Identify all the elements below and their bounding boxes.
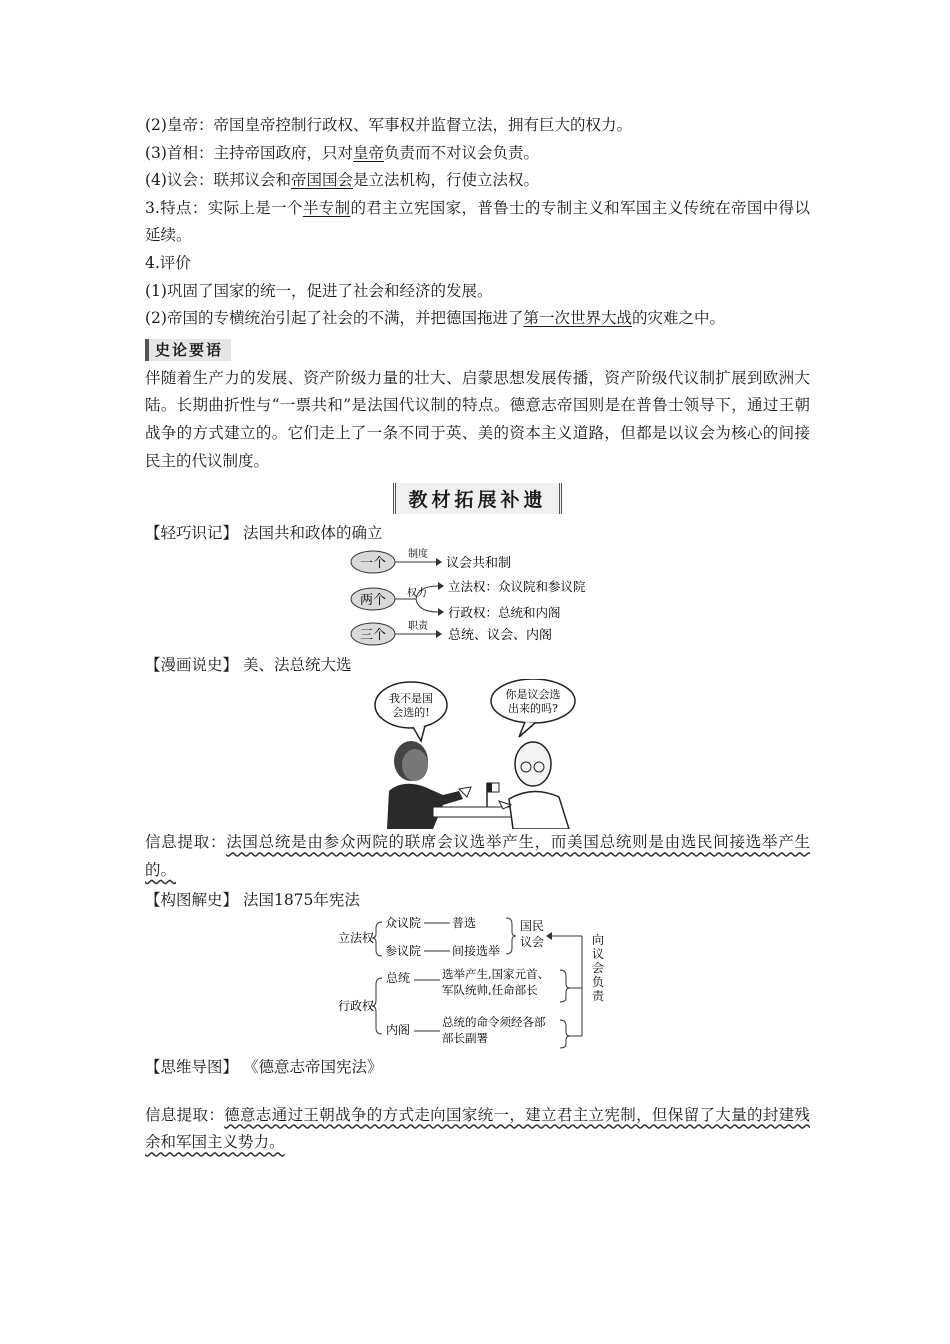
evaluation-title: 4.评价 — [145, 253, 191, 272]
senate-label: 参议院 — [384, 944, 421, 959]
diagram-system: 制度 — [407, 548, 428, 560]
diagram-power: 权力 — [406, 587, 427, 599]
cartoon-title: 美、法总统大选 — [242, 655, 352, 674]
mindmap-info-label: 信息提取： — [145, 1105, 225, 1124]
memo-heading — [145, 520, 810, 548]
republic-diagram — [328, 548, 628, 648]
president-desc-1: 选举产生,国家元首、 — [441, 967, 549, 982]
diagram-system-value: 议会共和制 — [445, 555, 511, 571]
mindmap-label: 【思维导图】 — [145, 1058, 239, 1077]
chancellor-item — [145, 140, 810, 168]
parliament-keyword: 帝国国会 — [290, 171, 353, 190]
diagram2-label: 【构图解史】 — [145, 890, 239, 909]
house-label: 众议院 — [384, 916, 421, 931]
evaluation-item-1: (1)巩固了国家的统一，促进了社会和经济的发展。 — [145, 281, 493, 300]
chancellor-text-end: 负责而不对议会负责。 — [383, 143, 539, 162]
mindmap-heading — [145, 1054, 810, 1082]
diagram2-heading — [145, 887, 810, 915]
bubble-left-line-1: 我不是国 — [388, 692, 433, 706]
mindmap-info — [145, 1102, 810, 1157]
senate-how: 间接选举 — [451, 944, 500, 959]
cartoon-info — [145, 829, 810, 884]
parliament-item — [145, 167, 810, 195]
memo-label: 【轻巧识记】 — [145, 524, 239, 543]
mindmap-title: 《德意志帝国宪法》 — [242, 1058, 383, 1077]
feature-item — [145, 195, 810, 250]
cartoon-heading — [145, 652, 810, 680]
cartoon-info-label: 信息提取： — [145, 833, 227, 852]
bubble-left-line-2: 会选的! — [391, 706, 430, 720]
cabinet-desc-2: 部长副署 — [441, 1031, 488, 1046]
diagram-executive: 行政权：总统和内阁 — [447, 604, 561, 620]
president-desc-2: 军队统帅,任命部长 — [441, 983, 538, 998]
evaluation-keyword: 第一次世界大战 — [523, 309, 632, 328]
cartoon-label: 【漫画说史】 — [145, 655, 239, 674]
mindmap-space — [145, 1082, 810, 1102]
national-assembly-line-1: 国民 — [519, 919, 544, 934]
diagram-legislative: 立法权：众议院和参议院 — [447, 578, 586, 594]
bubble-right-line-2: 出来的吗? — [507, 702, 558, 716]
election-cartoon — [363, 679, 593, 829]
memo-title: 法国共和政体的确立 — [242, 524, 383, 543]
cabinet-desc-1: 总统的命令须经各部 — [441, 1015, 545, 1030]
feature-text: 3.特点：实际上是一个 — [145, 198, 303, 217]
responsible-label: 向议会负责 — [591, 933, 604, 1004]
parliament-text-end: 是立法机构，行使立法权。 — [352, 171, 539, 190]
president-label: 总统 — [385, 971, 410, 986]
feature-text-end: 的君主立宪国家，普鲁士的专制主义和军国主义传统在帝国中得以延续。 — [145, 198, 810, 245]
cabinet-label: 内阁 — [385, 1023, 410, 1038]
executive-label: 行政权 — [337, 999, 374, 1014]
diagram-duty-value: 总统、议会、内阁 — [447, 627, 552, 643]
diagram2-title: 法国1875年宪法 — [242, 890, 360, 909]
constitution-diagram — [338, 914, 618, 1054]
history-tag: 史论要语 — [145, 339, 231, 361]
chancellor-keyword: 皇帝 — [352, 143, 384, 162]
document-page — [145, 112, 810, 1157]
diagram-one: 一个 — [359, 555, 386, 571]
evaluation-text-end: 的灾难之中。 — [631, 309, 725, 328]
bubble-right-line-1: 你是议会选 — [505, 688, 560, 702]
legislative-label: 立法权 — [337, 931, 374, 946]
national-assembly-line-2: 议会 — [519, 935, 544, 950]
history-paragraph: 伴随着生产力的发展、资产阶级力量的壮大、启蒙思想发展传播，资产阶级代议制扩展到欧洲大陆。长期曲折性与“一票共和”是法国代议制的特点。德意志帝国则是在普鲁士领导下，通过王朝战争的方式建立的。它们走上了一条不同于英、美的资本主义道路，但都是以议会为核心的间接民主的代议制度。 — [145, 368, 810, 470]
parliament-text: (4)议会：联邦议会和 — [145, 171, 291, 190]
diagram-two: 两个 — [359, 592, 386, 608]
mindmap-info-text: 德意志通过王朝战争的方式走向国家统一，建立君主立宪制，但保留了大量的封建残余和军国主义势力。 — [145, 1105, 810, 1152]
evaluation-item-2 — [145, 305, 810, 333]
feature-keyword: 半专制 — [302, 198, 351, 217]
evaluation-text: (2)帝国的专横统治引起了社会的不满，并把德国拖进了 — [145, 309, 524, 328]
house-how: 普选 — [451, 916, 476, 931]
diagram-duty: 职责 — [407, 620, 428, 632]
section-banner: 教材拓展补遗 — [393, 483, 561, 514]
cartoon-info-text: 法国总统是由参众两院的联席会议选举产生，而美国总统则是由选民间接选举产生的。 — [145, 833, 810, 879]
emperor-item: (2)皇帝：帝国皇帝控制行政权、军事权并监督立法，拥有巨大的权力。 — [145, 116, 632, 134]
chancellor-text: (3)首相：主持帝国政府，只对 — [145, 143, 353, 162]
diagram-three: 三个 — [359, 627, 386, 643]
